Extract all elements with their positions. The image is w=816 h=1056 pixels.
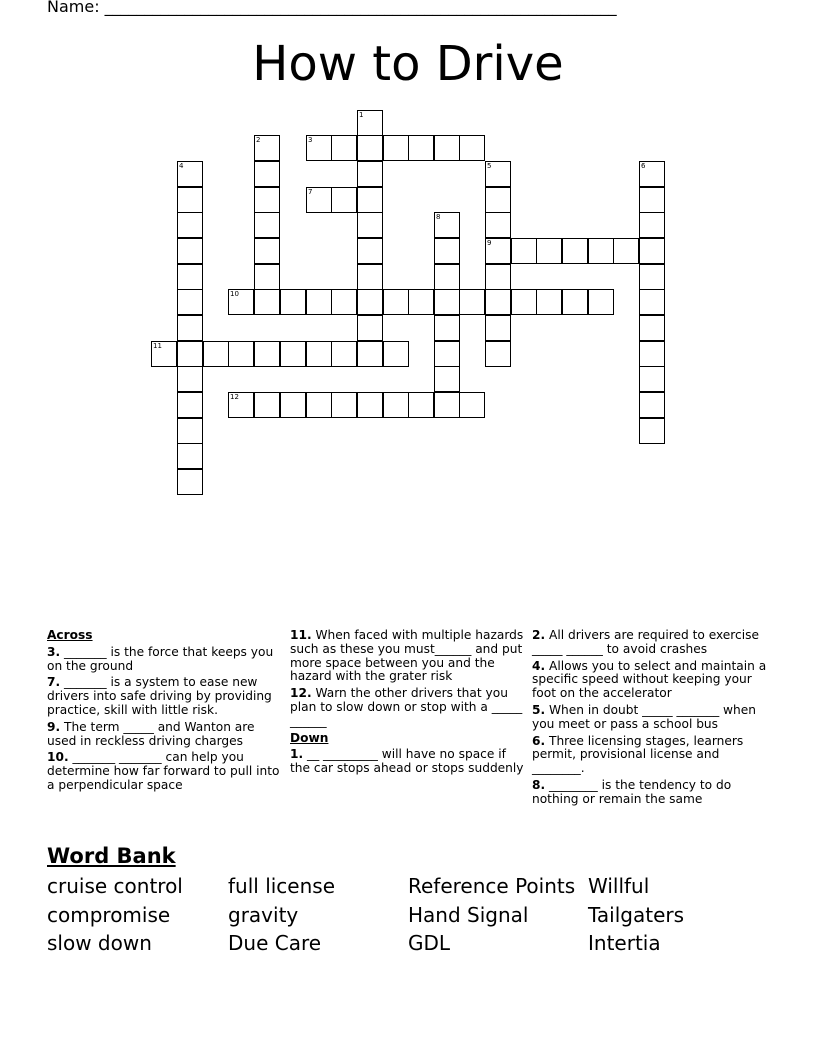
crossword-cell[interactable]	[254, 161, 280, 187]
crossword-cell[interactable]	[639, 238, 665, 264]
crossword-cell[interactable]	[562, 289, 588, 315]
crossword-cell[interactable]	[331, 187, 357, 213]
crossword-cell[interactable]	[228, 289, 254, 315]
crossword-cell[interactable]	[357, 161, 383, 187]
crossword-cell[interactable]	[177, 315, 203, 341]
clue-down-6: 6. Three licensing stages, learners permit, provisional license and ________.	[532, 733, 744, 776]
clue-number: 6	[641, 162, 646, 170]
clue-down-5: 5. When in doubt _____ _______ when you meet or pass a school bus	[532, 702, 756, 731]
crossword-cell[interactable]	[408, 289, 434, 315]
crossword-cell[interactable]	[306, 392, 332, 418]
across-heading: Across	[47, 628, 93, 642]
crossword-cell[interactable]	[203, 341, 229, 367]
clue-number: 9	[487, 239, 492, 247]
clue-across-9: 9. The term _____ and Wanton are used in reckless driving charges	[47, 719, 255, 748]
name-field-label: Name: ________________________________________________________________	[47, 0, 617, 16]
crossword-cell[interactable]	[588, 289, 614, 315]
clue-across-3: 3. _______ is the force that keeps you on the ground	[47, 644, 274, 673]
clue-column-2	[290, 629, 526, 779]
crossword-cell[interactable]	[639, 289, 665, 315]
crossword-cell[interactable]	[177, 187, 203, 213]
crossword-cell[interactable]	[357, 289, 383, 315]
crossword-cell[interactable]	[331, 341, 357, 367]
crossword-cell[interactable]	[434, 135, 460, 161]
crossword-cell[interactable]	[511, 238, 537, 264]
crossword-cell[interactable]	[254, 392, 280, 418]
crossword-cell[interactable]	[306, 187, 332, 213]
crossword-cell[interactable]	[306, 341, 332, 367]
crossword-cell[interactable]	[177, 289, 203, 315]
crossword-cell[interactable]	[177, 212, 203, 238]
crossword-cell[interactable]	[408, 392, 434, 418]
crossword-cell[interactable]	[383, 341, 409, 367]
crossword-cell[interactable]	[254, 264, 280, 290]
crossword-cell[interactable]	[357, 110, 383, 136]
crossword-cell[interactable]	[639, 341, 665, 367]
word-bank-item: gravity	[228, 903, 299, 927]
crossword-cell[interactable]	[177, 264, 203, 290]
crossword-cell[interactable]	[228, 392, 254, 418]
clue-down-4: 4. Allows you to select and maintain a specific speed without keeping your foot on the accelerator	[532, 658, 767, 701]
word-bank-item: compromise	[47, 903, 171, 927]
clue-down-2: 2. All drivers are required to exercise _____ ______ to avoid crashes	[532, 628, 759, 656]
word-bank-item: Due Care	[228, 931, 322, 955]
crossword-cell[interactable]	[639, 392, 665, 418]
crossword-cell[interactable]	[536, 289, 562, 315]
crossword-cell[interactable]	[177, 469, 203, 495]
crossword-cell[interactable]	[254, 187, 280, 213]
crossword-cell[interactable]	[434, 212, 460, 238]
clue-number: 2	[256, 136, 261, 144]
crossword-cell[interactable]	[562, 238, 588, 264]
crossword-cell[interactable]	[434, 264, 460, 290]
clue-down-1: 1. __ _________ will have no space if the car stops ahead or stops suddenly	[290, 747, 524, 776]
word-bank-title: Word Bank	[47, 844, 176, 868]
crossword-cell[interactable]	[357, 264, 383, 290]
clue-number: 7	[308, 188, 313, 196]
crossword-cell[interactable]	[639, 264, 665, 290]
word-bank-item: GDL	[408, 931, 451, 955]
clue-down-8: 8. ________ is the tendency to do nothing or remain the same	[532, 777, 732, 806]
word-bank-item: slow down	[47, 931, 152, 955]
crossword-cell[interactable]	[383, 392, 409, 418]
crossword-cell[interactable]	[434, 341, 460, 367]
crossword-cell[interactable]	[434, 238, 460, 264]
crossword-cell[interactable]	[151, 341, 177, 367]
crossword-cell[interactable]	[254, 135, 280, 161]
crossword-cell[interactable]	[639, 315, 665, 341]
crossword-cell[interactable]	[357, 187, 383, 213]
crossword-cell[interactable]	[357, 315, 383, 341]
crossword-cell[interactable]	[408, 135, 434, 161]
crossword-cell[interactable]	[177, 418, 203, 444]
crossword-cell[interactable]	[613, 238, 639, 264]
word-bank-item: Tailgaters	[588, 903, 685, 927]
crossword-cell[interactable]	[331, 392, 357, 418]
crossword-cell[interactable]	[357, 392, 383, 418]
crossword-cell[interactable]	[177, 366, 203, 392]
crossword-cell[interactable]	[639, 366, 665, 392]
crossword-cell[interactable]	[383, 135, 409, 161]
clue-number: 3	[308, 136, 313, 144]
crossword-cell[interactable]	[383, 289, 409, 315]
crossword-cell[interactable]	[177, 238, 203, 264]
clue-number: 11	[153, 342, 162, 350]
crossword-cell[interactable]	[485, 238, 511, 264]
clue-column-3	[532, 629, 768, 810]
crossword-cell[interactable]	[357, 238, 383, 264]
word-bank-item: cruise control	[47, 874, 183, 898]
crossword-cell[interactable]	[639, 161, 665, 187]
clue-across-12: 12. Warn the other drivers that you plan to slow down or stop with a _____ ______	[290, 686, 523, 728]
crossword-cell[interactable]	[254, 289, 280, 315]
clue-number: 4	[179, 162, 184, 170]
crossword-cell[interactable]	[331, 289, 357, 315]
crossword-cell[interactable]	[254, 341, 280, 367]
crossword-cell[interactable]	[639, 418, 665, 444]
crossword-cell[interactable]	[588, 238, 614, 264]
clue-across-10: 10. _______ _______ can help you determine how far forward to pull into a perpendicular space	[47, 750, 280, 792]
crossword-cell[interactable]	[177, 392, 203, 418]
crossword-cell[interactable]	[536, 238, 562, 264]
crossword-cell[interactable]	[485, 161, 511, 187]
crossword-cell[interactable]	[280, 341, 306, 367]
crossword-grid	[0, 0, 816, 520]
crossword-cell[interactable]	[357, 135, 383, 161]
clue-across-11: 11. When faced with multiple hazards such as these you must______ and put more space between you and the hazard with the grater risk	[290, 628, 524, 684]
word-bank-item: Reference Points	[408, 874, 576, 898]
page-title: How to Drive	[252, 36, 564, 92]
crossword-cell[interactable]	[357, 212, 383, 238]
crossword-cell[interactable]	[280, 289, 306, 315]
clue-number: 8	[436, 213, 441, 221]
clue-number: 12	[230, 393, 239, 401]
crossword-cell[interactable]	[459, 392, 485, 418]
crossword-cell[interactable]	[639, 212, 665, 238]
crossword-cell[interactable]	[485, 212, 511, 238]
crossword-cell[interactable]	[254, 238, 280, 264]
crossword-cell[interactable]	[459, 289, 485, 315]
crossword-cell[interactable]	[306, 135, 332, 161]
crossword-cell[interactable]	[485, 264, 511, 290]
word-bank-item: Hand Signal	[408, 903, 529, 927]
crossword-cell[interactable]	[511, 289, 537, 315]
crossword-cell[interactable]	[331, 135, 357, 161]
crossword-cell[interactable]	[357, 341, 383, 367]
crossword-cell[interactable]	[177, 161, 203, 187]
clue-number: 10	[230, 290, 239, 298]
word-bank-item: Intertia	[588, 931, 661, 955]
crossword-cell[interactable]	[485, 289, 511, 315]
clue-number: 1	[359, 111, 364, 119]
crossword-cell[interactable]	[434, 366, 460, 392]
clue-column-1	[47, 629, 283, 796]
crossword-cell[interactable]	[280, 392, 306, 418]
clue-number: 5	[487, 162, 492, 170]
crossword-cell[interactable]	[228, 341, 254, 367]
word-bank-item: full license	[228, 874, 336, 898]
crossword-cell[interactable]	[434, 289, 460, 315]
crossword-cell[interactable]	[434, 392, 460, 418]
crossword-cell[interactable]	[434, 315, 460, 341]
crossword-cell[interactable]	[177, 443, 203, 469]
down-heading: Down	[290, 730, 329, 745]
crossword-cell[interactable]	[639, 187, 665, 213]
crossword-cell[interactable]	[485, 315, 511, 341]
clue-across-7: 7. _______ is a system to ease new drivers into safe driving by providing practice, skill with little risk.	[47, 675, 272, 717]
crossword-cell[interactable]	[459, 135, 485, 161]
crossword-cell[interactable]	[306, 289, 332, 315]
crossword-cell[interactable]	[254, 212, 280, 238]
crossword-cell[interactable]	[485, 187, 511, 213]
crossword-cell[interactable]	[485, 341, 511, 367]
crossword-cell[interactable]	[177, 341, 203, 367]
word-bank-item: Willful	[588, 874, 650, 898]
